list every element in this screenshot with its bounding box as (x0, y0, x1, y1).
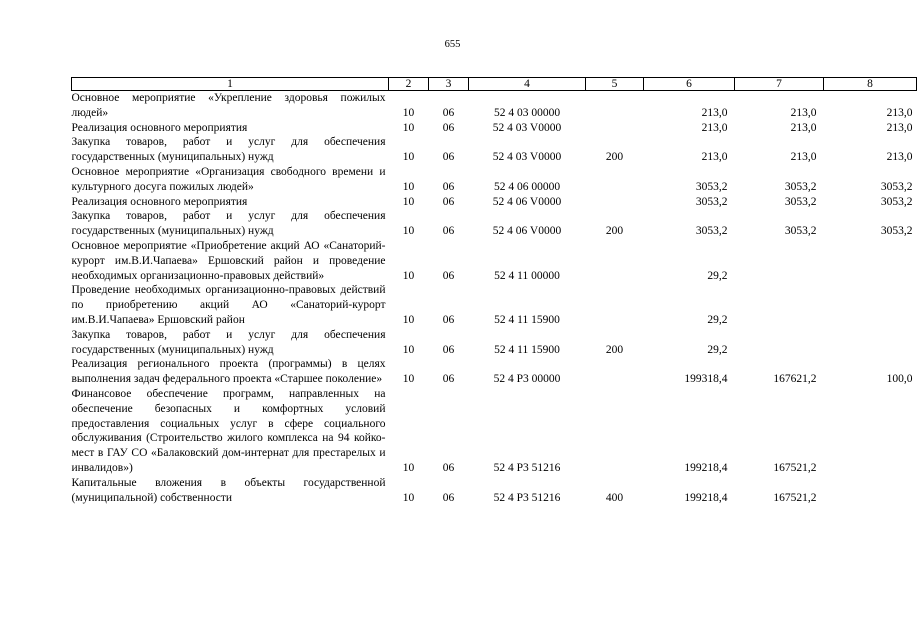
row-amount-col6: 213,0 (701, 106, 728, 119)
row-expense-type: 200 (605, 343, 624, 356)
row-amount-col6: 29,2 (707, 313, 728, 326)
row-name: Основное мероприятие «Укрепление здоровья пожилых людей» (71, 92, 386, 119)
row-amount-col7: 3053,2 (784, 225, 817, 238)
row-name: Основное мероприятие «Приобретение акций АО «Санаторий-курорт им.В.И.Чапаева» Ершовский район и проведение необходимых организационно-правовых действий» (71, 239, 386, 282)
row-subsection: 06 (442, 313, 455, 326)
row-section: 10 (402, 343, 415, 356)
row-amount-col6: 29,2 (707, 269, 728, 282)
row-name: Финансовое обеспечение программ, направленных на обеспечение безопасных и комфортных условий предоставления социальных услуг в сфере социального обслуживания (Строительство жилого комплекса на 94 койко-мест в ГАУ СО «Балаковский дом-интернат для престарелых и инвалидов») (71, 387, 386, 474)
row-section: 10 (402, 225, 415, 238)
row-amount-col8: 213,0 (886, 106, 913, 119)
row-amount-col6: 199218,4 (684, 461, 728, 474)
row-amount-col6: 199218,4 (684, 491, 728, 504)
row-section: 10 (402, 373, 415, 386)
header-col-2: 2 (389, 78, 429, 91)
row-expense-type (586, 239, 644, 283)
table-row (72, 476, 917, 506)
row-amount-col8: 100,0 (886, 373, 913, 386)
row-section: 10 (402, 461, 415, 474)
row-amount-col6: 3053,2 (695, 195, 728, 208)
table-row (72, 283, 917, 327)
row-expense-type (586, 195, 644, 210)
row-expense-type (586, 91, 644, 121)
row-subsection: 06 (442, 491, 455, 504)
row-expense-type (586, 283, 644, 327)
row-subsection: 06 (442, 180, 455, 193)
row-amount-col8 (824, 328, 917, 358)
row-amount-col8 (824, 476, 917, 506)
header-col-4: 4 (469, 78, 586, 91)
row-section: 10 (402, 180, 415, 193)
table-row (72, 239, 917, 283)
row-name: Реализация основного мероприятия (71, 195, 248, 208)
row-name: Проведение необходимых организационно-правовых действий по приобретению акций АО «Санаторий-курорт им.В.И.Чапаева» Ершовский район (71, 284, 386, 326)
row-subsection: 06 (442, 121, 455, 134)
row-subsection: 06 (442, 195, 455, 208)
row-target-article: 52 4 P3 00000 (493, 373, 561, 386)
row-amount-col8 (824, 387, 917, 476)
row-target-article: 52 4 06 V0000 (492, 225, 562, 238)
row-amount-col7: 167621,2 (773, 373, 817, 386)
row-amount-col6: 3053,2 (695, 225, 728, 238)
row-amount-col8: 3053,2 (880, 195, 913, 208)
header-col-3: 3 (429, 78, 469, 91)
row-target-article: 52 4 03 V0000 (492, 151, 562, 164)
row-amount-col7 (735, 328, 824, 358)
table-header (72, 78, 917, 91)
header-row (72, 78, 917, 91)
row-amount-col7: 3053,2 (784, 180, 817, 193)
row-amount-col7: 213,0 (790, 106, 817, 119)
row-subsection: 06 (442, 151, 455, 164)
row-subsection: 06 (442, 343, 455, 356)
row-expense-type: 200 (605, 151, 624, 164)
table-row (72, 195, 917, 210)
row-name: Закупка товаров, работ и услуг для обеспечения государственных (муниципальных) нужд (71, 328, 386, 356)
row-amount-col6: 29,2 (707, 343, 728, 356)
row-target-article: 52 4 11 15900 (494, 313, 560, 326)
row-amount-col7 (735, 283, 824, 327)
table-row (72, 91, 917, 121)
table-body (72, 91, 917, 506)
row-target-article: 52 4 03 00000 (493, 106, 561, 119)
row-amount-col8 (824, 283, 917, 327)
table-row (72, 328, 917, 358)
row-expense-type (586, 387, 644, 476)
row-amount-col7: 167521,2 (773, 491, 817, 504)
row-subsection: 06 (442, 106, 455, 119)
header-col-7: 7 (735, 78, 824, 91)
row-amount-col8 (824, 239, 917, 283)
row-amount-col6: 3053,2 (695, 180, 728, 193)
header-col-6: 6 (644, 78, 735, 91)
row-name: Реализация регионального проекта (программы) в целях выполнения задач федерального проекта «Старшее поколение» (71, 358, 386, 386)
row-name: Капитальные вложения в объекты государственной (муниципальной) собственности (71, 476, 386, 504)
row-subsection: 06 (442, 461, 455, 474)
row-name: Основное мероприятие «Организация свободного времени и культурного досуга пожилых людей» (71, 165, 386, 193)
row-name: Реализация основного мероприятия (71, 121, 248, 134)
row-amount-col7: 3053,2 (784, 195, 817, 208)
row-name: Закупка товаров, работ и услуг для обеспечения государственных (муниципальных) нужд (71, 136, 386, 164)
header-col-8: 8 (824, 78, 917, 91)
row-section: 10 (402, 195, 415, 208)
header-col-5: 5 (586, 78, 644, 91)
row-name: Закупка товаров, работ и услуг для обеспечения государственных (муниципальных) нужд (71, 210, 386, 238)
row-target-article: 52 4 P3 51216 (493, 461, 561, 474)
row-amount-col7: 213,0 (790, 151, 817, 164)
table-row (72, 121, 917, 136)
row-subsection: 06 (442, 225, 455, 238)
row-amount-col6: 213,0 (701, 121, 728, 134)
row-amount-col8: 213,0 (886, 121, 913, 134)
page-number: 655 (444, 39, 461, 50)
row-section: 10 (402, 151, 415, 164)
row-amount-col8: 3053,2 (880, 225, 913, 238)
row-expense-type (586, 121, 644, 136)
row-target-article: 52 4 11 15900 (494, 343, 560, 356)
row-amount-col7: 213,0 (790, 121, 817, 134)
row-amount-col7: 167521,2 (773, 461, 817, 474)
row-section: 10 (402, 106, 415, 119)
row-expense-type (586, 165, 644, 195)
table-row (72, 357, 917, 387)
row-target-article: 52 4 11 00000 (494, 269, 560, 282)
budget-table (71, 77, 917, 505)
table-row (72, 209, 917, 239)
row-amount-col8: 3053,2 (880, 180, 913, 193)
table-row (72, 165, 917, 195)
row-expense-type: 400 (605, 491, 624, 504)
table-row (72, 135, 917, 165)
row-amount-col7 (735, 239, 824, 283)
row-target-article: 52 4 06 V0000 (492, 195, 562, 208)
row-subsection: 06 (442, 269, 455, 282)
row-target-article: 52 4 03 V0000 (492, 121, 562, 134)
row-section: 10 (402, 121, 415, 134)
row-target-article: 52 4 06 00000 (493, 180, 561, 193)
row-expense-type (586, 357, 644, 387)
row-subsection: 06 (442, 373, 455, 386)
row-section: 10 (402, 313, 415, 326)
header-col-1: 1 (72, 78, 389, 91)
table-row (72, 387, 917, 476)
row-target-article: 52 4 P3 51216 (493, 491, 561, 504)
row-amount-col6: 213,0 (701, 151, 728, 164)
row-amount-col6: 199318,4 (684, 373, 728, 386)
row-amount-col8: 213,0 (886, 151, 913, 164)
row-section: 10 (402, 269, 415, 282)
row-expense-type: 200 (605, 225, 624, 238)
row-section: 10 (402, 491, 415, 504)
